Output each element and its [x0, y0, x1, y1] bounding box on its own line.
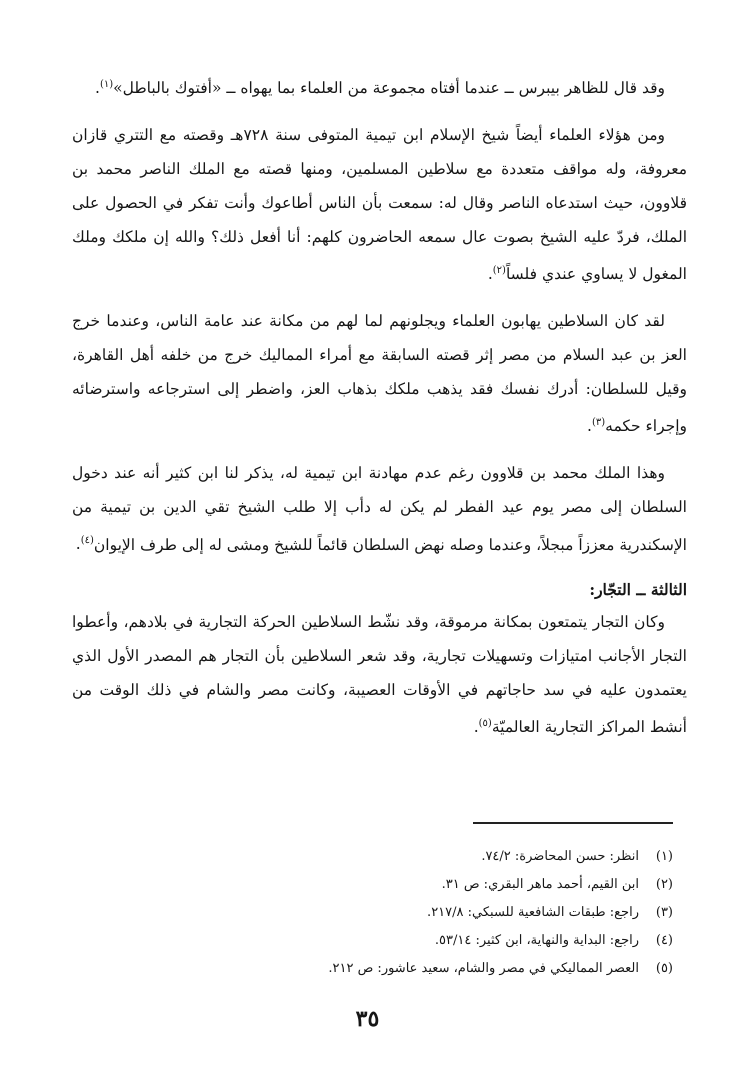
footnote-item	[80, 955, 673, 983]
paragraph-text: وكان التجار يتمتعون بمكانة مرموقة، وقد نشّط السلاطين الحركة التجارية في بلادهم، وأعطوا التجار الأجانب امتيازات وتسهيلات تجارية، وقد شعر السلاطين بأن التجار هم المصدر الأول الذي يعتمدون عليه في سد حاجاتهم في الأوقات العصيبة، وكانت مصر والشام في ذلك الوقت من أنشط المراكز التجارية العالميّة	[72, 612, 687, 736]
footnote-item	[80, 927, 673, 955]
footnote-number: (٤)	[655, 933, 673, 948]
footnote-number: (١)	[655, 849, 673, 864]
paragraph-text: لقد كان السلاطين يهابون العلماء ويجلونهم لما لهم من مكانة عند عامة الناس، وعندما خرج العز بن عبد السلام من مصر إثر قصته السابقة مع أمراء المماليك خرج من خلفه أهل القاهرة، وقيل للسلطان: أدرك نفسك فقد يذهب ملكك بذهاب العز، واضطر إلى استرجاعه واسترضائه وإجراء حكمه	[72, 312, 687, 436]
footnote-text: راجع: طبقات الشافعية للسبكي: ٢١٧/٨.	[427, 905, 639, 920]
footnote-number: (٢)	[655, 877, 673, 892]
footnote-number: (٥)	[655, 961, 673, 976]
footnote-item	[80, 871, 673, 899]
paragraph-text: ومن هؤلاء العلماء أيضاً شيخ الإسلام ابن تيمية المتوفى سنة ٧٢٨هـ وقصته مع التتري قازان معروفة، وله مواقف متعددة مع سلاطين المسلمين، ومنها قصته مع الملك الناصر محمد بن قلاوون، حيث استدعاه الناصر وقال له: سمعت بأن الناس أطاعوك وأنت تفكر في الحصول على الملك، فردّ عليه الشيخ بصوت عال سمعه الحاضرون كلهم: أنا أفعل ذلك؟ والله إن ملكك وملك المغول لا يساوي عندي فلساً	[72, 126, 687, 284]
body-text	[72, 68, 687, 757]
footnote-number: (٣)	[655, 905, 673, 920]
paragraph-end: .	[473, 717, 479, 736]
paragraph-end: .	[75, 535, 81, 554]
footnote-ref: (٤)	[80, 535, 94, 547]
footnote-text: ابن القيم، أحمد ماهر البقري: ص ٣١.	[441, 877, 639, 892]
paragraph-text: وهذا الملك محمد بن قلاوون رغم عدم مهادنة ابن تيمية له، يذكر لنا ابن كثير أنه عند دخول السلطان إلى مصر يوم عيد الفطر لم يكن له دأب إلا طلب الشيخ تقي الدين بن تيمية من الإسكندرية معززاً مبجلاً، وعندما وصله نهض السلطان قائماً للشيخ ومشى له إلى طرف الإيوان	[72, 464, 687, 554]
paragraph-3	[72, 304, 687, 443]
footnote-ref: (٥)	[478, 717, 492, 729]
footnote-ref: (١)	[99, 79, 114, 90]
footnote-ref: (٣)	[591, 417, 606, 429]
footnote-text: انظر: حسن المحاضرة: ٧٤/٢.	[481, 849, 639, 864]
page-number: ٣٥	[355, 1006, 380, 1032]
section-heading: الثالثة ــ التجّار:	[589, 579, 687, 599]
paragraph-4	[72, 456, 687, 561]
footnote-item	[80, 899, 673, 927]
footnote-ref: (٢)	[492, 265, 506, 277]
footnote-text: العصر المماليكي في مصر والشام، سعيد عاشور: ص ٢١٢.	[328, 961, 639, 976]
paragraph-end: .	[587, 417, 592, 436]
paragraph-end: .	[487, 265, 493, 284]
footnote-text: راجع: البداية والنهاية، ابن كثير: ٥٣/١٤.	[434, 933, 639, 948]
paragraph-text: وقد قال للظاهر بيبرس ــ عندما أفتاه مجموعة من العلماء بما يهواه ــ «أفتوك بالباطل»	[113, 79, 665, 98]
paragraph-end: .	[95, 79, 100, 98]
section-paragraph	[72, 605, 687, 744]
footnotes	[80, 843, 673, 983]
footnote-separator	[473, 822, 673, 824]
footnote-item	[80, 843, 673, 871]
paragraph-2	[72, 118, 687, 291]
paragraph-1	[72, 68, 687, 105]
